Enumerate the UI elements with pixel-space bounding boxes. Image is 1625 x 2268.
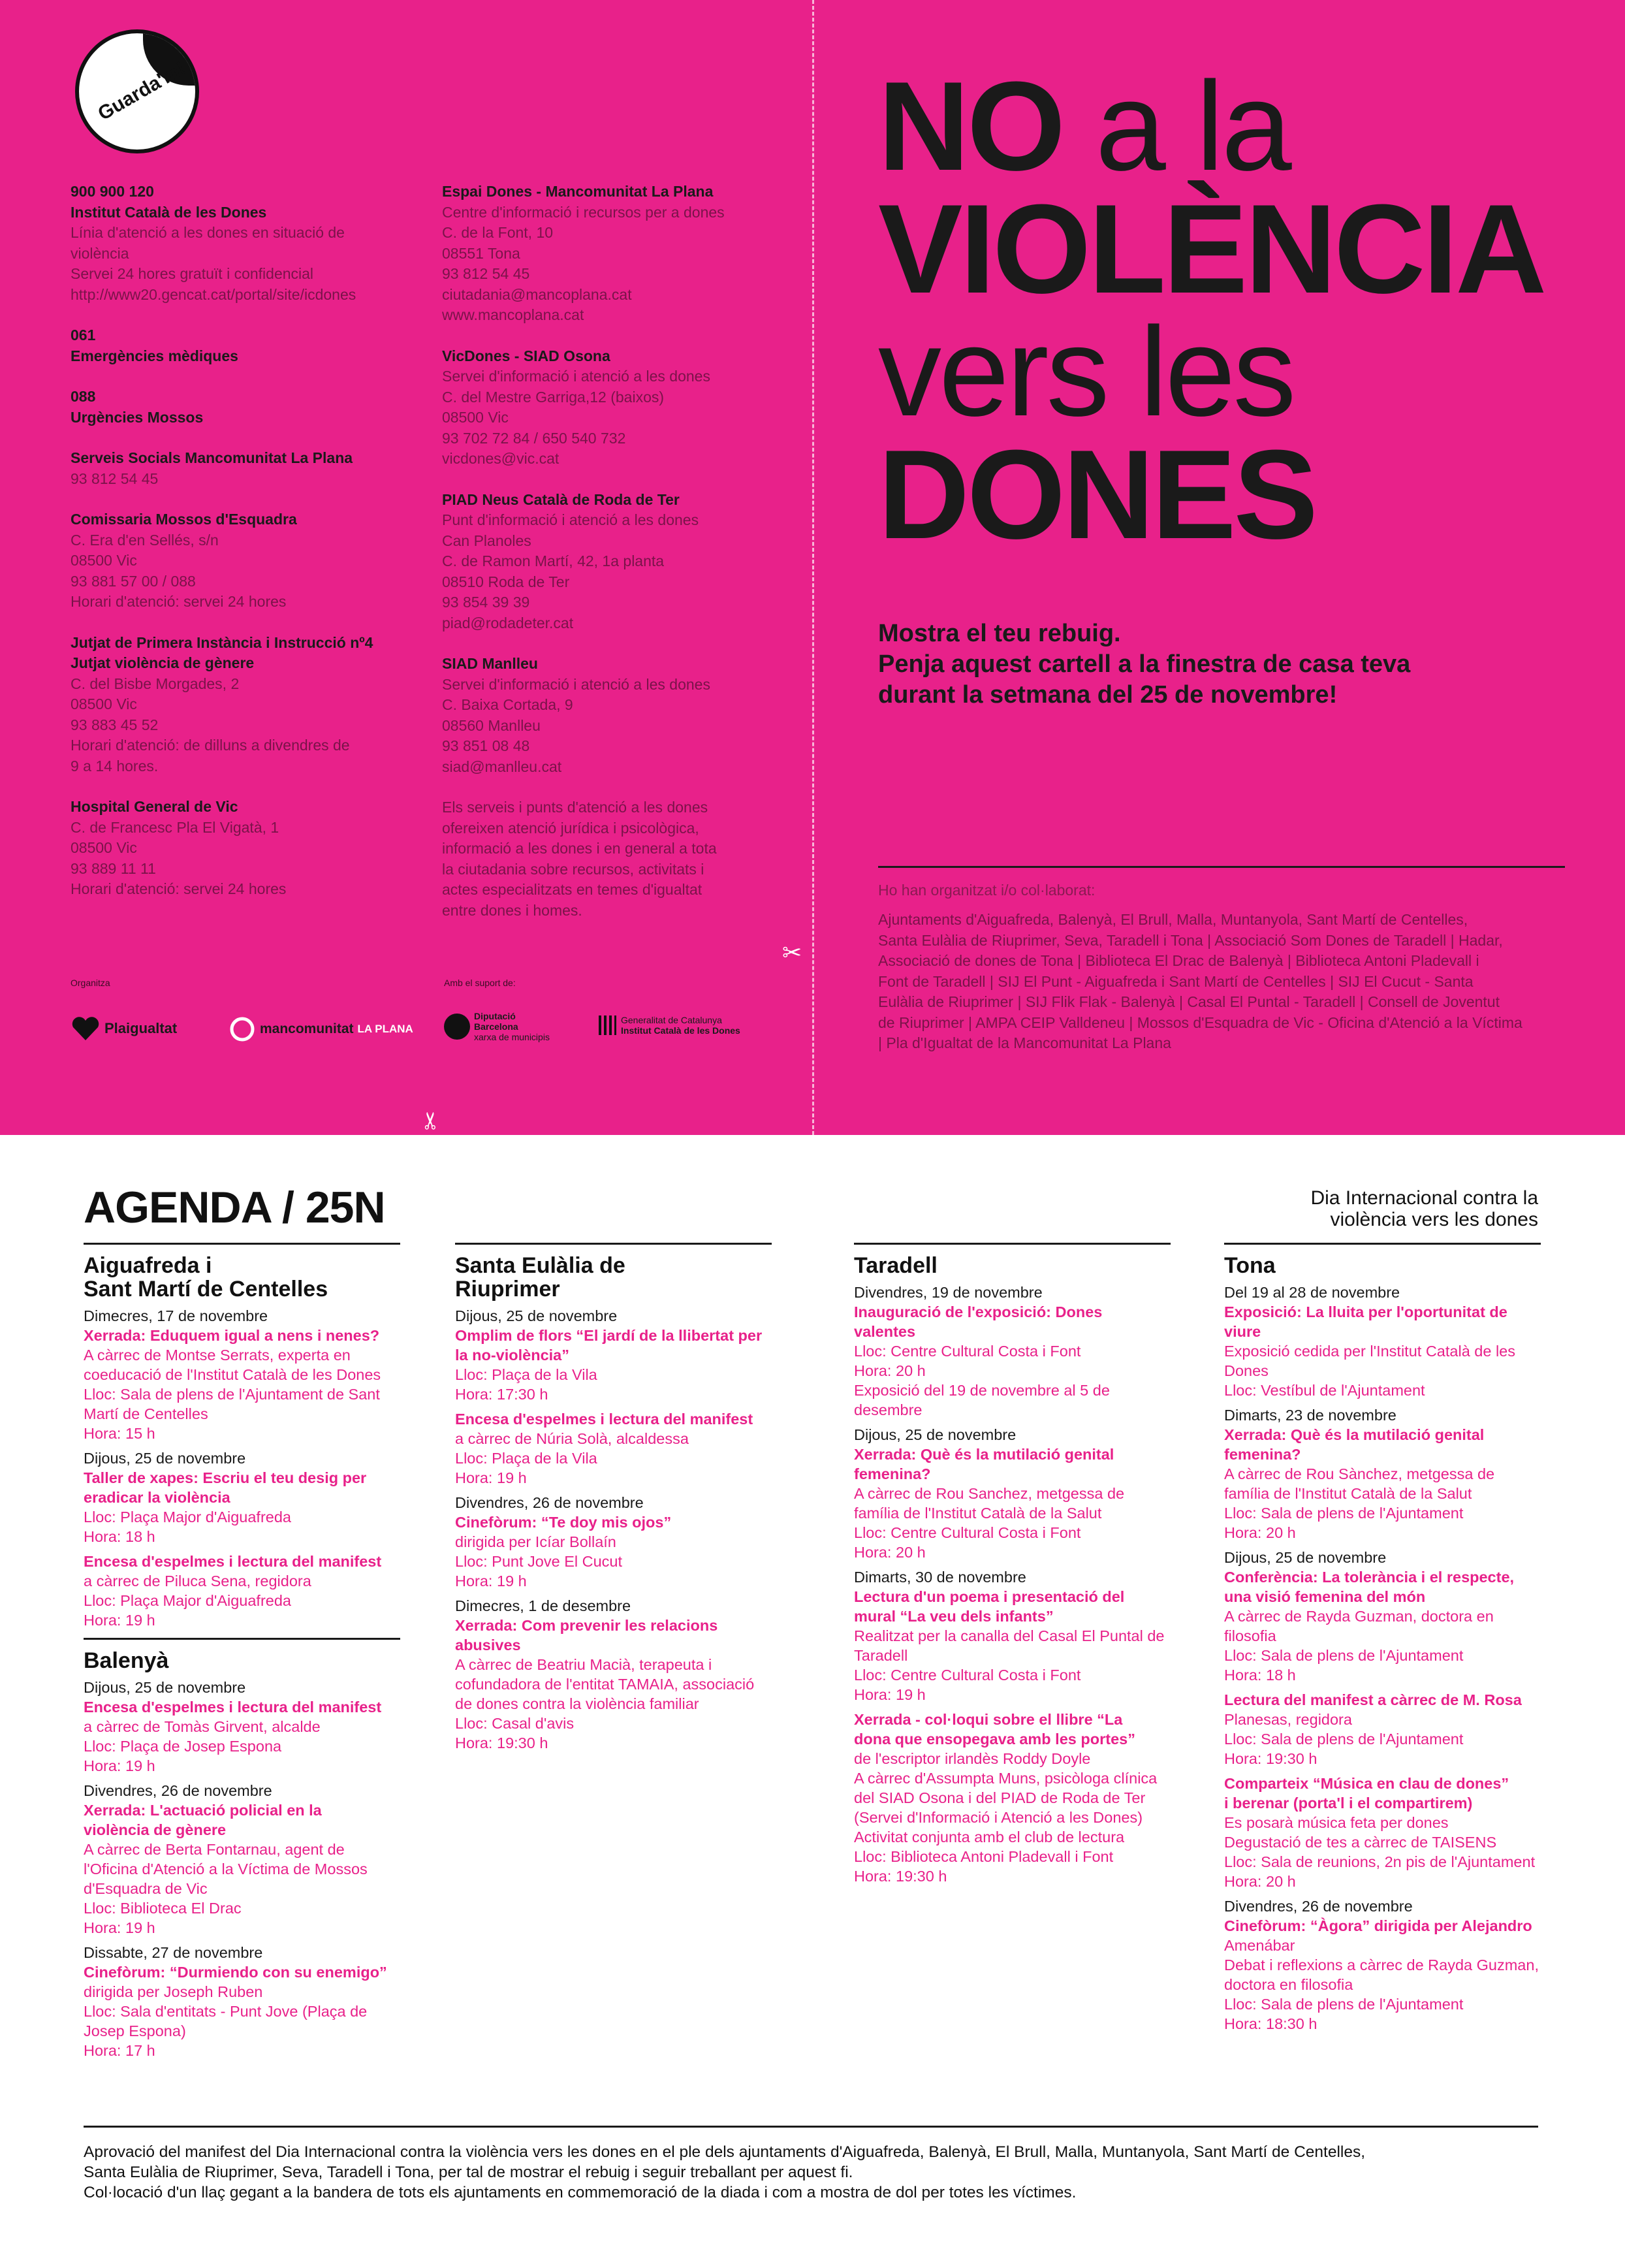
event-detail: Hora: 19 h [455, 1573, 527, 1589]
agenda-event [84, 1781, 400, 1938]
event-title: eradicar la violència [84, 1489, 230, 1506]
event-detail: A càrrec d'Assumpta Muns, psicòloga clínica [854, 1770, 1158, 1787]
guardam-sticker [75, 29, 199, 153]
town-name: Santa Eulàlia de [455, 1253, 625, 1278]
event-detail: Hora: 20 h [1224, 1524, 1296, 1541]
agenda-event [84, 1306, 400, 1443]
event-detail: Hora: 19 h [84, 1757, 155, 1774]
event-title: Xerrada - col·loqui sobre el llibre “La [854, 1711, 1123, 1728]
event-detail: Lloc: Biblioteca El Drac [84, 1900, 242, 1917]
directory-entry [71, 509, 397, 613]
organizers-line: Santa Eulàlia de Riuprimer, Seva, Taradell i Tona | Associació Som Dones de Taradell | Hadar, [878, 931, 1503, 949]
plaigualtat-text: Plaigualtat [104, 1020, 178, 1036]
entry-line: 93 812 54 45 [442, 265, 530, 282]
directory-entry [442, 797, 768, 921]
event-detail: a càrrec de Piluca Sena, regidora [84, 1573, 311, 1589]
event-title: Lectura d'un poema i presentació del [854, 1588, 1125, 1605]
event-date: Dissabte, 27 de novembre [84, 1944, 263, 1961]
agenda-column [455, 1243, 772, 1758]
event-detail: Taradell [854, 1647, 908, 1664]
event-detail: Hora: 19:30 h [455, 1734, 548, 1751]
event-title: Comparteix “Música en clau de dones” [1224, 1775, 1509, 1792]
entry-line: 08500 Vic [71, 695, 137, 712]
entry-line: C. Baixa Cortada, 9 [442, 696, 573, 713]
laplana-text: LA PLANA [357, 1023, 413, 1035]
directory-entry [71, 182, 397, 305]
entry-line: siad@manlleu.cat [442, 758, 562, 775]
event-detail: Exposició cedida per l'Institut Català de les [1224, 1343, 1516, 1360]
town-name: Sant Martí de Centelles [84, 1277, 328, 1302]
entry-line: 93 889 11 11 [71, 859, 156, 877]
event-detail: Hora: 17 h [84, 2042, 155, 2059]
event-detail: dirigida per Joseph Ruben [84, 1983, 263, 2000]
directory-entry [442, 654, 768, 777]
agenda-subtitle: Dia Internacional contra la violència vers les dones [1310, 1187, 1538, 1230]
event-title: Cinefòrum: “Te doy mis ojos” [455, 1514, 672, 1531]
agenda-event [854, 1710, 1171, 1886]
event-detail: Lloc: Sala d'entitats - Punt Jove (Plaça de [84, 2003, 368, 2020]
event-title: Cinefòrum: “Durmiendo con su enemigo” [84, 1964, 387, 1981]
event-date: Del 19 al 28 de novembre [1224, 1284, 1400, 1301]
sticker-label: Guarda'm! [94, 57, 189, 125]
event-detail: Debat i reflexions a càrrec de Rayda Guzman, [1224, 1957, 1539, 1973]
call-to-action: Mostra el teu rebuig. Penja aquest cartell a la finestra de casa teva durant la setmana del 25 de novembre! [878, 620, 1411, 709]
event-detail: Lloc: Vestíbul de l'Ajuntament [1224, 1382, 1425, 1399]
senyera-icon [597, 1014, 617, 1036]
directory-entry [71, 448, 397, 489]
event-detail: Hora: 18 h [1224, 1667, 1296, 1684]
plaigualtat-logo [71, 1015, 177, 1042]
event-title: Encesa d'espelmes i lectura del manifest [455, 1411, 753, 1428]
organizers-line: Font de Taradell | SIJ El Punt - Aiguafreda i Sant Martí de Centelles | SIJ El Cucut - Santa [878, 972, 1474, 990]
event-date: Dijous, 25 de novembre [1224, 1549, 1387, 1566]
town-name: Riuprimer [455, 1277, 560, 1302]
town-heading [84, 1243, 400, 1301]
event-detail: Lloc: Sala de plens de l'Ajuntament [1224, 1731, 1464, 1748]
event-detail: Lloc: Sala de reunions, 2n pis de l'Ajuntament [1224, 1853, 1536, 1870]
event-detail: Lloc: Centre Cultural Costa i Font [854, 1524, 1081, 1541]
event-title: mural “La veu dels infants” [854, 1608, 1054, 1625]
entry-line: 08500 Vic [71, 552, 137, 569]
event-detail: A càrrec de Berta Fontarnau, agent de [84, 1841, 345, 1858]
event-date: Dimecres, 1 de desembre [455, 1597, 631, 1614]
entry-line: C. del Bisbe Morgades, 2 [71, 675, 240, 692]
entry-line: 93 883 45 52 [71, 716, 159, 733]
entry-line: C. Era d'en Sellés, s/n [71, 531, 219, 549]
event-date: Dijous, 25 de novembre [84, 1450, 246, 1467]
event-title: Xerrada: Com prevenir les relacions [455, 1617, 718, 1634]
organizers-line: de Riuprimer | AMPA CEIP Valldeneu | Mossos d'Esquadra de Vic - Oficina d'Atenció a la Víctima [878, 1014, 1522, 1031]
event-detail: família de l'Institut Català de la Salut [854, 1505, 1102, 1522]
event-detail: Lloc: Casal d'avis [455, 1715, 575, 1732]
event-title: Xerrada: Què és la mutilació genital [1224, 1426, 1485, 1443]
entry-line: Servei d'informació i atenció a les dones [442, 368, 710, 385]
event-date: Divendres, 19 de novembre [854, 1284, 1043, 1301]
town-heading [1224, 1243, 1541, 1277]
event-detail: de l'escriptor irlandès Roddy Doyle [854, 1750, 1091, 1767]
entry-line: Servei d'informació i atenció a les dones [442, 675, 710, 693]
mancomunitat-text: mancomunitat [260, 1021, 354, 1036]
diputacio-text: Diputació Barcelona xarxa de municipis [474, 1011, 550, 1042]
event-title: dona que ensopegava amb les portes” [854, 1731, 1135, 1748]
agenda-event [854, 1567, 1171, 1704]
event-title: Inauguració de l'exposició: Dones [854, 1303, 1103, 1320]
directory-entry [442, 182, 768, 326]
event-detail: Hora: 19 h [84, 1612, 155, 1629]
entry-heading: Jutjat violència de gènere [71, 654, 255, 671]
event-title: Encesa d'espelmes i lectura del manifest [84, 1553, 382, 1570]
event-detail: Es posarà música feta per dones [1224, 1814, 1449, 1831]
generalitat-text: Generalitat de Catalunya Institut Català de les Dones [621, 1015, 740, 1036]
entry-heading: Comissaria Mossos d'Esquadra [71, 511, 297, 528]
agenda-event [455, 1306, 772, 1404]
entry-heading: PIAD Neus Català de Roda de Ter [442, 490, 680, 508]
entry-heading: Emergències mèdiques [71, 347, 238, 364]
event-detail: Lloc: Plaça Major d'Aiguafreda [84, 1509, 291, 1525]
agenda-column [854, 1243, 1171, 1891]
event-date: Dimecres, 17 de novembre [84, 1307, 268, 1324]
entry-line: 93 881 57 00 / 088 [71, 572, 196, 590]
event-title: Xerrada: Eduquem igual a nens i nenes? [84, 1327, 380, 1344]
event-title: Xerrada: L'actuació policial en la [84, 1802, 322, 1819]
entry-heading: Institut Català de les Dones [71, 203, 267, 221]
mancomunitat-logo [229, 1015, 413, 1043]
event-detail: Hora: 19:30 h [854, 1868, 947, 1885]
event-date: Divendres, 26 de novembre [1224, 1898, 1413, 1915]
directory-left [71, 182, 397, 920]
event-detail: Hora: 15 h [84, 1425, 155, 1442]
event-detail: A càrrec de Beatriu Macià, terapeuta i [455, 1656, 712, 1673]
event-detail: A càrrec de Rou Sànchez, metgessa de [1224, 1465, 1495, 1482]
event-detail: a càrrec de Tomàs Girvent, alcalde [84, 1718, 321, 1735]
event-detail: dirigida per Icíar Bollaín [455, 1533, 616, 1550]
town-heading [84, 1638, 400, 1672]
entry-line: 08510 Roda de Ter [442, 573, 570, 590]
entry-line: Horari d'atenció: servei 24 hores [71, 880, 287, 897]
entry-heading: SIAD Manlleu [442, 655, 538, 672]
directory-entry [71, 797, 397, 900]
footer-line: Santa Eulàlia de Riuprimer, Seva, Taradell i Tona, per tal de mostrar el rebuig i seguir treballant per aquest fi. [84, 2164, 853, 2181]
entry-heading: Urgències Mossos [71, 408, 204, 426]
event-detail: família de l'Institut Català de la Salut [1224, 1485, 1472, 1502]
diputacio-logo [444, 1011, 550, 1042]
event-title: femenina? [854, 1465, 931, 1482]
generalitat-logo [597, 1014, 740, 1036]
agenda-event [1224, 1896, 1541, 2034]
event-detail: (Servei d'Informació i Atenció a les Dones) [854, 1809, 1143, 1826]
entry-line: entre dones i homes. [442, 901, 582, 919]
town-name: Aiguafreda i [84, 1253, 212, 1278]
directory-right [442, 182, 768, 941]
event-title: una visió femenina del món [1224, 1588, 1426, 1605]
agenda-event [1224, 1548, 1541, 1685]
event-detail: Lloc: Sala de plens de l'Ajuntament [1224, 1647, 1464, 1664]
entry-line: Servei 24 hores gratuït i confidencial [71, 265, 314, 282]
entry-line: informació a les dones i en general a tota [442, 840, 717, 857]
event-title: Omplim de flors “El jardí de la llibertat per [455, 1327, 763, 1344]
event-detail: Hora: 18 h [84, 1528, 155, 1545]
entry-line: 08500 Vic [71, 839, 137, 856]
event-detail: Lloc: Plaça Major d'Aiguafreda [84, 1592, 291, 1609]
event-title: la no-violència” [455, 1347, 569, 1364]
event-detail: doctora en filosofia [1224, 1976, 1353, 1993]
agenda-event [84, 1678, 400, 1776]
event-detail: de dones contra la violència familiar [455, 1695, 699, 1712]
agenda-column [84, 1243, 400, 2066]
entry-line: 08560 Manlleu [442, 716, 541, 734]
fold-line [812, 0, 814, 1135]
agenda-title: AGENDA / 25N [84, 1183, 385, 1232]
scissors-icon: ✂ [782, 939, 802, 966]
entry-line: www.mancoplana.cat [442, 306, 584, 323]
entry-heading: Espai Dones - Mancomunitat La Plana [442, 183, 714, 200]
event-detail: Hora: 19 h [84, 1919, 155, 1936]
event-date: Dimarts, 23 de novembre [1224, 1407, 1396, 1424]
event-detail: Lloc: Punt Jove El Cucut [455, 1553, 623, 1570]
diputacio-icon [444, 1014, 470, 1040]
event-detail: Hora: 19 h [455, 1469, 527, 1486]
entry-line: Els serveis i punts d'atenció a les dones [442, 799, 708, 816]
event-detail: d'Esquadra de Vic [84, 1880, 208, 1897]
directory-entry [71, 633, 397, 777]
entry-line: Centre d'informació i recursos per a dones [442, 203, 725, 221]
agenda-event [1224, 1774, 1541, 1891]
event-title: Taller de xapes: Escriu el teu desig per [84, 1469, 367, 1486]
footer-line: Col·locació d'un llaç gegant a la bandera de tots els ajuntaments en commemoració de la diada i com a mostra de dol per totes les víctimes. [84, 2184, 1077, 2201]
entry-line: ofereixen atenció jurídica i psicològica, [442, 819, 699, 837]
entry-line: Línia d'atenció a les dones en situació de [71, 224, 345, 241]
agenda-event [854, 1283, 1171, 1420]
entry-line: C. de Ramon Martí, 42, 1a planta [442, 552, 665, 569]
event-detail: Lloc: Plaça de la Vila [455, 1366, 597, 1383]
entry-line: piad@rodadeter.cat [442, 614, 574, 631]
entry-heading: Hospital General de Vic [71, 798, 238, 815]
event-detail: del SIAD Osona i del PIAD de Roda de Ter [854, 1789, 1146, 1806]
entry-line: vicdones@vic.cat [442, 450, 560, 467]
event-detail: Degustació de tes a càrrec de TAISENS [1224, 1834, 1497, 1851]
event-detail: Amenábar [1224, 1937, 1295, 1954]
event-title: viure [1224, 1323, 1261, 1340]
event-detail: Realitzat per la canalla del Casal El Puntal de [854, 1627, 1165, 1644]
event-detail: Hora: 19:30 h [1224, 1750, 1317, 1767]
organizers-line: | Pla d'Igualtat de la Mancomunitat La Plana [878, 1034, 1171, 1051]
town-name: Tona [1224, 1253, 1276, 1278]
entry-line: 9 a 14 hores. [71, 757, 159, 775]
entry-heading: 900 900 120 [71, 183, 154, 200]
event-detail: Lloc: Biblioteca Antoni Pladevall i Font [854, 1848, 1114, 1865]
entry-line: 08551 Tona [442, 244, 520, 262]
entry-line: 08500 Vic [442, 409, 509, 426]
agenda-event [84, 1552, 400, 1630]
event-title: Conferència: La tolerància i el respecte, [1224, 1569, 1515, 1586]
footer-line: Aprovació del manifest del Dia Internacional contra la violència vers les dones en el ple dels ajuntaments d'Aiguafreda, Balenyà, El Brull, Malla, Muntanyola, Sant Martí de Centelles, [84, 2143, 1366, 2161]
event-detail: Hora: 20 h [1224, 1873, 1296, 1890]
entry-line: Horari d'atenció: servei 24 hores [71, 593, 287, 610]
event-title: violència de gènere [84, 1821, 227, 1838]
event-title: i berenar (porta'l i el compartirem) [1224, 1795, 1473, 1812]
directory-entry [71, 387, 397, 428]
organizers-label: Ho han organitzat i/o col·laborat: [878, 882, 1096, 899]
event-detail: Hora: 17:30 h [455, 1386, 548, 1403]
event-detail: Lloc: Sala de plens de l'Ajuntament [1224, 1505, 1464, 1522]
town-name: Taradell [854, 1253, 938, 1278]
directory-entry [71, 325, 397, 366]
agenda-event [455, 1409, 772, 1488]
directory-entry [442, 490, 768, 634]
event-title: femenina? [1224, 1446, 1301, 1463]
event-title: Exposició: La lluita per l'oportunitat de [1224, 1303, 1507, 1320]
event-date: Dimarts, 30 de novembre [854, 1569, 1026, 1586]
entry-line: Horari d'atenció: de dilluns a divendres de [71, 737, 350, 754]
entry-line: ciutadania@mancoplana.cat [442, 285, 632, 303]
entry-heading: 088 [71, 388, 96, 405]
event-detail: cofundadora de l'entitat TAMAIA, associació [455, 1676, 755, 1693]
agenda-event [84, 1448, 400, 1546]
event-detail: filosofia [1224, 1627, 1276, 1644]
divider [878, 866, 1565, 868]
event-date: Dijous, 25 de novembre [84, 1679, 246, 1696]
event-detail: Josep Espona) [84, 2022, 186, 2039]
event-detail: Lloc: Plaça de la Vila [455, 1450, 597, 1467]
agenda-column [1224, 1243, 1541, 2039]
event-detail: A càrrec de Montse Serrats, experta en [84, 1347, 351, 1364]
event-date: Dijous, 25 de novembre [854, 1426, 1017, 1443]
organizers-line: Eulàlia de Riuprimer | SIJ Flik Flak - Balenyà | Casal El Puntal - Taradell | Consell de Joventut [878, 993, 1500, 1010]
event-detail: Hora: 20 h [854, 1362, 926, 1379]
event-title: Lectura del manifest a càrrec de M. Rosa [1224, 1691, 1522, 1708]
agenda-event [455, 1596, 772, 1753]
event-detail: A càrrec de Rou Sanchez, metgessa de [854, 1485, 1125, 1502]
organizers-list [878, 910, 1570, 1054]
event-detail: Martí de Centelles [84, 1405, 208, 1422]
event-title: Encesa d'espelmes i lectura del manifest [84, 1699, 382, 1716]
organizers-line: Associació de dones de Tona | Biblioteca El Drac de Balenyà | Biblioteca Antoni Pladevall i [878, 952, 1479, 969]
town-heading [854, 1243, 1171, 1277]
event-title: abusives [455, 1637, 521, 1653]
event-detail: desembre [854, 1401, 923, 1418]
agenda-event [854, 1425, 1171, 1562]
entry-line: 93 702 72 84 / 650 540 732 [442, 429, 626, 447]
footer-note [84, 2126, 1538, 2203]
event-title: Cinefòrum: “Àgora” dirigida per Alejandro [1224, 1917, 1532, 1934]
entry-line: actes especialitzats en temes d'igualtat [442, 881, 702, 898]
event-detail: Lloc: Sala de plens de l'Ajuntament de Sant [84, 1386, 380, 1403]
event-detail: Hora: 20 h [854, 1544, 926, 1561]
event-detail: Hora: 19 h [854, 1686, 926, 1703]
scissors-icon: ✂ [417, 1110, 445, 1131]
directory-entry [442, 346, 768, 470]
event-detail: Planesas, regidora [1224, 1711, 1352, 1728]
organizers-line: Ajuntaments d'Aiguafreda, Balenyà, El Brull, Malla, Muntanyola, Sant Martí de Centelles, [878, 911, 1468, 928]
town-name: Balenyà [84, 1648, 169, 1673]
agenda-event [1224, 1283, 1541, 1400]
event-detail: a càrrec de Núria Solà, alcaldessa [455, 1430, 689, 1447]
event-detail: Hora: 18:30 h [1224, 2015, 1317, 2032]
suport-label: Amb el suport de: [444, 978, 516, 988]
event-detail: Lloc: Sala de plens de l'Ajuntament [1224, 1996, 1464, 2013]
entry-line: 93 851 08 48 [442, 737, 530, 754]
town-heading [455, 1243, 772, 1301]
entry-line: 93 854 39 39 [442, 594, 530, 611]
event-title: valentes [854, 1323, 916, 1340]
entry-heading: 061 [71, 327, 96, 343]
event-detail: Lloc: Centre Cultural Costa i Font [854, 1667, 1081, 1684]
event-detail: Activitat conjunta amb el club de lectura [854, 1829, 1125, 1845]
entry-heading: VicDones - SIAD Osona [442, 347, 610, 364]
agenda-event [1224, 1690, 1541, 1768]
event-detail: Lloc: Centre Cultural Costa i Font [854, 1343, 1081, 1360]
event-date: Dijous, 25 de novembre [455, 1307, 618, 1324]
entry-heading: Jutjat de Primera Instància i Instrucció nº4 [71, 633, 373, 651]
entry-line: C. de Francesc Pla El Vigatà, 1 [71, 818, 279, 836]
entry-line: Punt d'informació i atenció a les dones [442, 511, 699, 528]
swirl-icon [229, 1015, 256, 1043]
event-detail: coeducació de l'Institut Català de les Dones [84, 1366, 381, 1383]
entry-heading: Serveis Socials Mancomunitat La Plana [71, 449, 353, 466]
event-detail: A càrrec de Rayda Guzman, doctora en [1224, 1608, 1494, 1625]
event-detail: l'Oficina d'Atenció a la Víctima de Mossos [84, 1861, 368, 1877]
main-title: NO a la VIOLÈNCIA vers les DONES [878, 56, 1545, 566]
event-date: Divendres, 26 de novembre [455, 1494, 644, 1511]
agenda-event [1224, 1405, 1541, 1542]
entry-line: la ciutadania sobre recursos, activitats i [442, 860, 704, 878]
entry-line: Can Planoles [442, 532, 531, 549]
event-title: Xerrada: Què és la mutilació genital [854, 1446, 1114, 1463]
event-detail: Dones [1224, 1362, 1269, 1379]
entry-line: C. del Mestre Garriga,12 (baixos) [442, 388, 665, 406]
event-detail: Lloc: Plaça de Josep Espona [84, 1738, 282, 1755]
entry-line: http://www20.gencat.cat/portal/site/icdones [71, 285, 356, 303]
organitza-label: Organitza [71, 978, 110, 988]
entry-line: 93 812 54 45 [71, 470, 159, 487]
agenda-event [455, 1493, 772, 1591]
agenda-event [84, 1943, 400, 2060]
entry-line: C. de la Font, 10 [442, 224, 554, 241]
heart-icon [71, 1015, 101, 1042]
event-detail: Exposició del 19 de novembre al 5 de [854, 1382, 1110, 1399]
entry-line: violència [71, 244, 129, 262]
event-date: Divendres, 26 de novembre [84, 1782, 272, 1799]
